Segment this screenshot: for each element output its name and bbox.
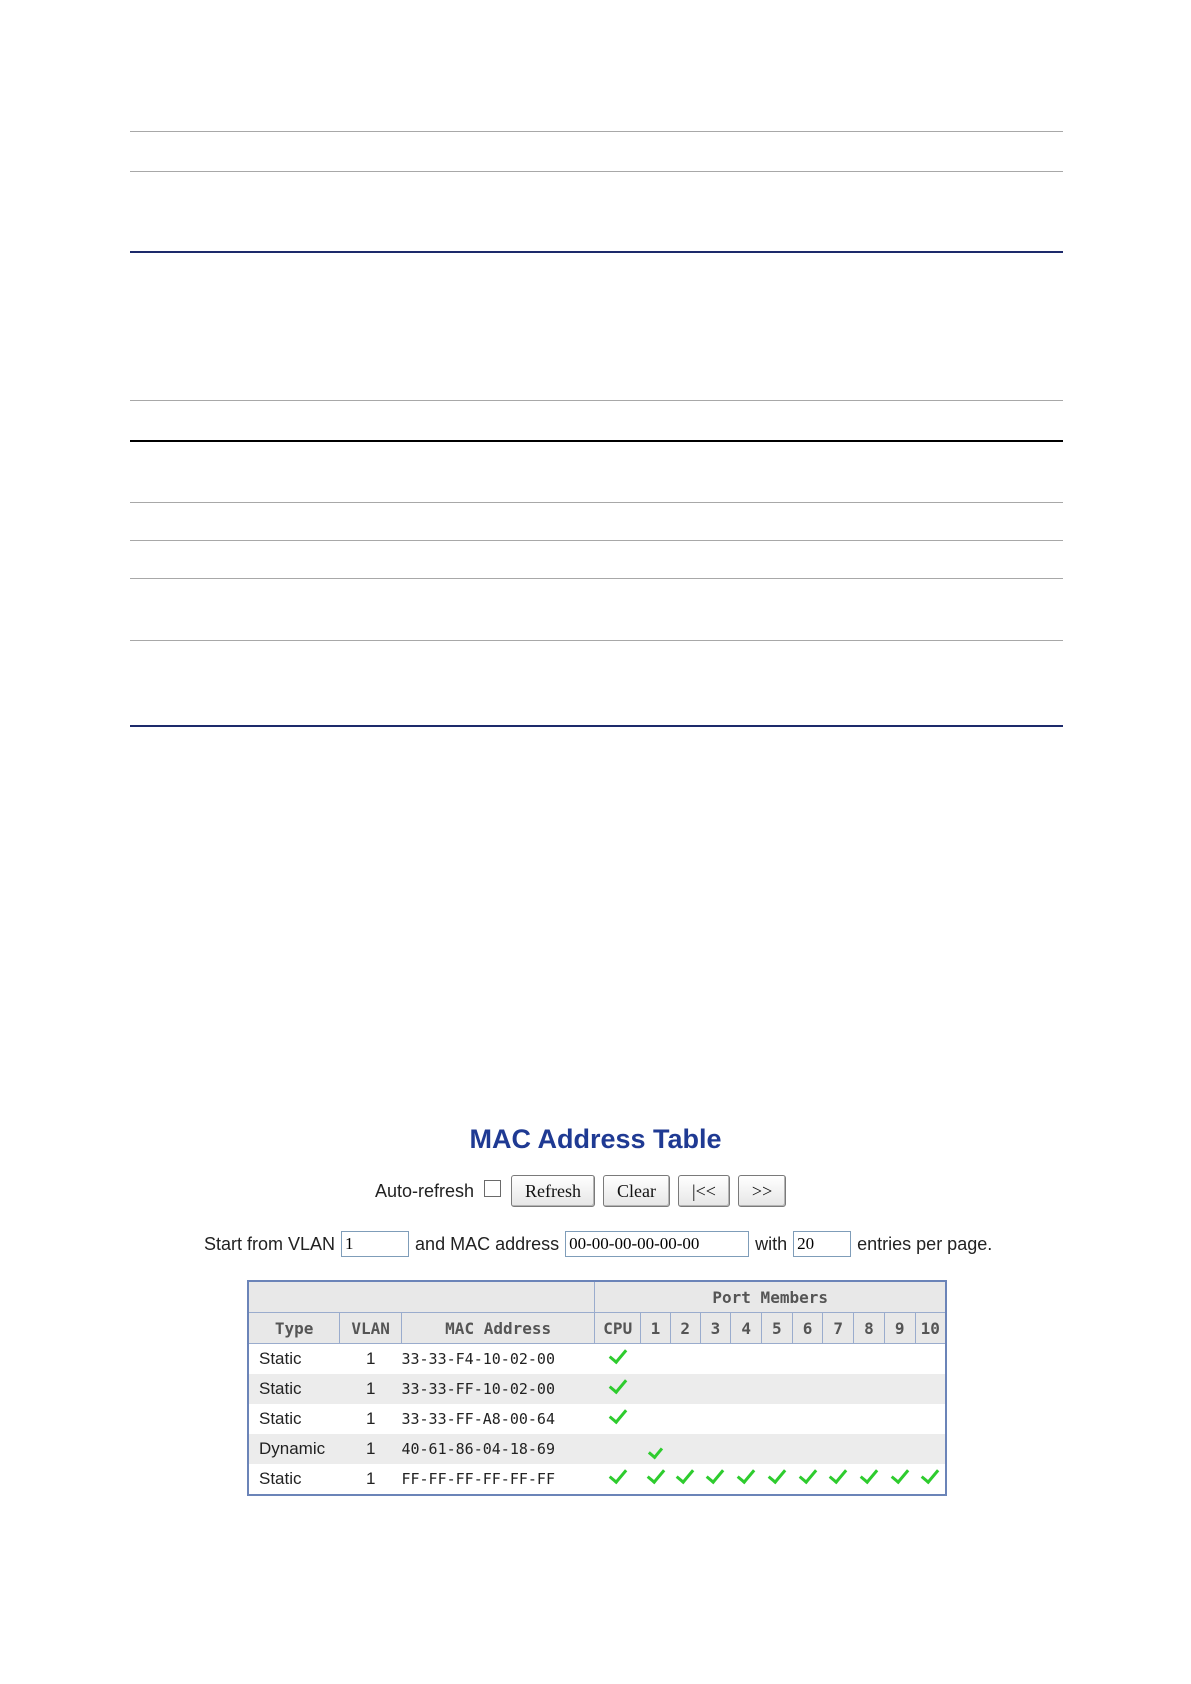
port-header-10: 10	[915, 1313, 946, 1344]
type-cell: Static	[248, 1374, 340, 1404]
table-row	[248, 1374, 946, 1404]
refresh-button[interactable]: Refresh	[511, 1175, 595, 1207]
port-member-cell	[854, 1344, 885, 1375]
vlan-cell: 1	[365, 1349, 376, 1368]
port-member-cell	[761, 1374, 792, 1404]
port-header-3: 3	[700, 1313, 731, 1344]
divider	[130, 440, 1063, 442]
port-header-1: 1	[641, 1313, 671, 1344]
port-member-cell	[641, 1404, 671, 1434]
port-member-cell	[915, 1404, 946, 1434]
port-member-cell	[884, 1344, 915, 1375]
port-member-cell	[731, 1434, 762, 1464]
port-member-cell	[823, 1404, 854, 1434]
port-member-cell	[884, 1434, 915, 1464]
divider	[130, 131, 1063, 132]
check-icon	[676, 1465, 695, 1484]
check-icon	[608, 1345, 627, 1364]
check-icon	[608, 1375, 627, 1394]
port-member-cell	[595, 1344, 641, 1375]
start-vlan-label: Start from VLAN	[204, 1233, 336, 1254]
vlan-cell: 1	[340, 1374, 402, 1404]
port-member-cell	[700, 1434, 731, 1464]
type-cell: Static	[259, 1469, 302, 1488]
port-member-cell	[792, 1434, 823, 1464]
port-member-cell	[595, 1374, 641, 1404]
port-member-cell	[641, 1374, 671, 1404]
port-member-cell	[823, 1434, 854, 1464]
check-icon	[706, 1465, 725, 1484]
auto-refresh-checkbox[interactable]	[484, 1180, 501, 1197]
port-member-cell	[761, 1404, 792, 1434]
blank-header	[248, 1281, 595, 1313]
port-member-cell	[854, 1434, 885, 1464]
type-cell: Static	[259, 1409, 302, 1428]
port-member-cell	[823, 1464, 854, 1495]
vlan-header: VLAN	[340, 1313, 402, 1344]
mac-address-input[interactable]: 00-00-00-00-00-00	[565, 1231, 749, 1257]
next-page-button[interactable]: >>	[738, 1175, 786, 1207]
mac-address-label: and MAC address	[415, 1233, 560, 1254]
first-page-button[interactable]: |<<	[678, 1175, 730, 1207]
auto-refresh-label: Auto-refresh	[375, 1180, 475, 1201]
port-header-6: 6	[792, 1313, 823, 1344]
port-member-cell	[670, 1434, 700, 1464]
table-row	[248, 1404, 946, 1434]
check-icon	[608, 1405, 627, 1424]
port-member-cell	[595, 1434, 641, 1464]
port-member-cell	[915, 1374, 946, 1404]
port-member-cell	[700, 1404, 731, 1434]
check-icon	[737, 1465, 756, 1484]
section-divider	[130, 251, 1063, 253]
vlan-cell: 1	[340, 1434, 402, 1464]
port-member-cell	[700, 1374, 731, 1404]
port-member-cell	[915, 1464, 946, 1495]
port-member-cell	[641, 1344, 671, 1375]
port-member-cell	[731, 1464, 762, 1495]
port-header-5: 5	[761, 1313, 792, 1344]
start-vlan-input[interactable]: 1	[341, 1231, 409, 1257]
port-member-cell	[854, 1404, 885, 1434]
port-header-4: 4	[731, 1313, 762, 1344]
check-icon	[829, 1465, 848, 1484]
clear-button[interactable]: Clear	[603, 1175, 670, 1207]
table-row	[248, 1344, 946, 1375]
port-member-cell	[670, 1374, 700, 1404]
port-member-cell	[595, 1464, 641, 1495]
check-icon	[921, 1465, 940, 1484]
check-icon	[768, 1465, 787, 1484]
check-icon	[890, 1465, 909, 1484]
check-icon	[608, 1465, 627, 1484]
port-member-cell	[670, 1404, 700, 1434]
with-label: with	[755, 1233, 788, 1254]
mac-cell: 33-33-F4-10-02-00	[401, 1350, 555, 1368]
port-header-2: 2	[670, 1313, 700, 1344]
port-member-cell	[700, 1344, 731, 1375]
divider	[130, 578, 1063, 579]
port-member-cell	[884, 1404, 915, 1434]
check-icon	[860, 1465, 879, 1484]
mac-cell: 33-33-FF-10-02-00	[401, 1374, 594, 1404]
vlan-cell: 1	[365, 1469, 376, 1488]
divider	[130, 502, 1063, 503]
divider	[130, 400, 1063, 401]
divider	[130, 171, 1063, 172]
port-member-cell	[595, 1404, 641, 1434]
port-header-9: 9	[884, 1313, 915, 1344]
port-member-cell	[884, 1374, 915, 1404]
port-members-header: Port Members	[595, 1281, 946, 1313]
mac-cell: 40-61-86-04-18-69	[401, 1434, 594, 1464]
port-member-cell	[731, 1344, 762, 1375]
type-cell: Static	[259, 1349, 302, 1368]
entries-per-page-label: entries per page.	[857, 1233, 993, 1254]
type-cell: Dynamic	[248, 1434, 340, 1464]
entries-per-page-input[interactable]: 20	[793, 1231, 851, 1257]
port-member-cell	[792, 1344, 823, 1375]
port-member-cell	[823, 1374, 854, 1404]
port-header-cpu: CPU	[595, 1313, 641, 1344]
port-member-cell	[792, 1464, 823, 1495]
section-divider	[130, 725, 1063, 727]
port-header-8: 8	[854, 1313, 885, 1344]
port-member-cell	[854, 1464, 885, 1495]
port-member-cell	[641, 1434, 671, 1464]
port-member-cell	[731, 1374, 762, 1404]
divider	[130, 540, 1063, 541]
type-header: Type	[248, 1313, 340, 1344]
mac-header: MAC Address	[401, 1313, 594, 1344]
port-member-cell	[854, 1374, 885, 1404]
check-icon	[798, 1465, 817, 1484]
divider	[130, 640, 1063, 641]
port-header-7: 7	[823, 1313, 854, 1344]
check-icon	[646, 1465, 665, 1484]
filter-bar	[204, 1229, 992, 1259]
port-member-cell	[670, 1464, 700, 1495]
port-member-cell	[761, 1464, 792, 1495]
mac-cell: FF-FF-FF-FF-FF-FF	[401, 1470, 555, 1488]
port-member-cell	[761, 1344, 792, 1375]
port-member-cell	[641, 1464, 671, 1495]
table-row	[248, 1464, 946, 1495]
port-member-cell	[700, 1464, 731, 1495]
page-title: MAC Address Table	[469, 1124, 722, 1154]
port-member-cell	[884, 1464, 915, 1495]
toolbar	[375, 1176, 794, 1206]
port-member-cell	[915, 1434, 946, 1464]
vlan-cell: 1	[365, 1409, 376, 1428]
port-member-cell	[670, 1344, 700, 1375]
port-member-cell	[915, 1344, 946, 1375]
port-member-cell	[823, 1344, 854, 1375]
port-member-cell	[761, 1434, 792, 1464]
table-row	[248, 1434, 946, 1464]
port-member-cell	[731, 1404, 762, 1434]
mac-address-table	[247, 1280, 947, 1496]
check-icon	[648, 1444, 663, 1460]
mac-cell: 33-33-FF-A8-00-64	[401, 1410, 555, 1428]
port-member-cell	[792, 1404, 823, 1434]
port-member-cell	[792, 1374, 823, 1404]
